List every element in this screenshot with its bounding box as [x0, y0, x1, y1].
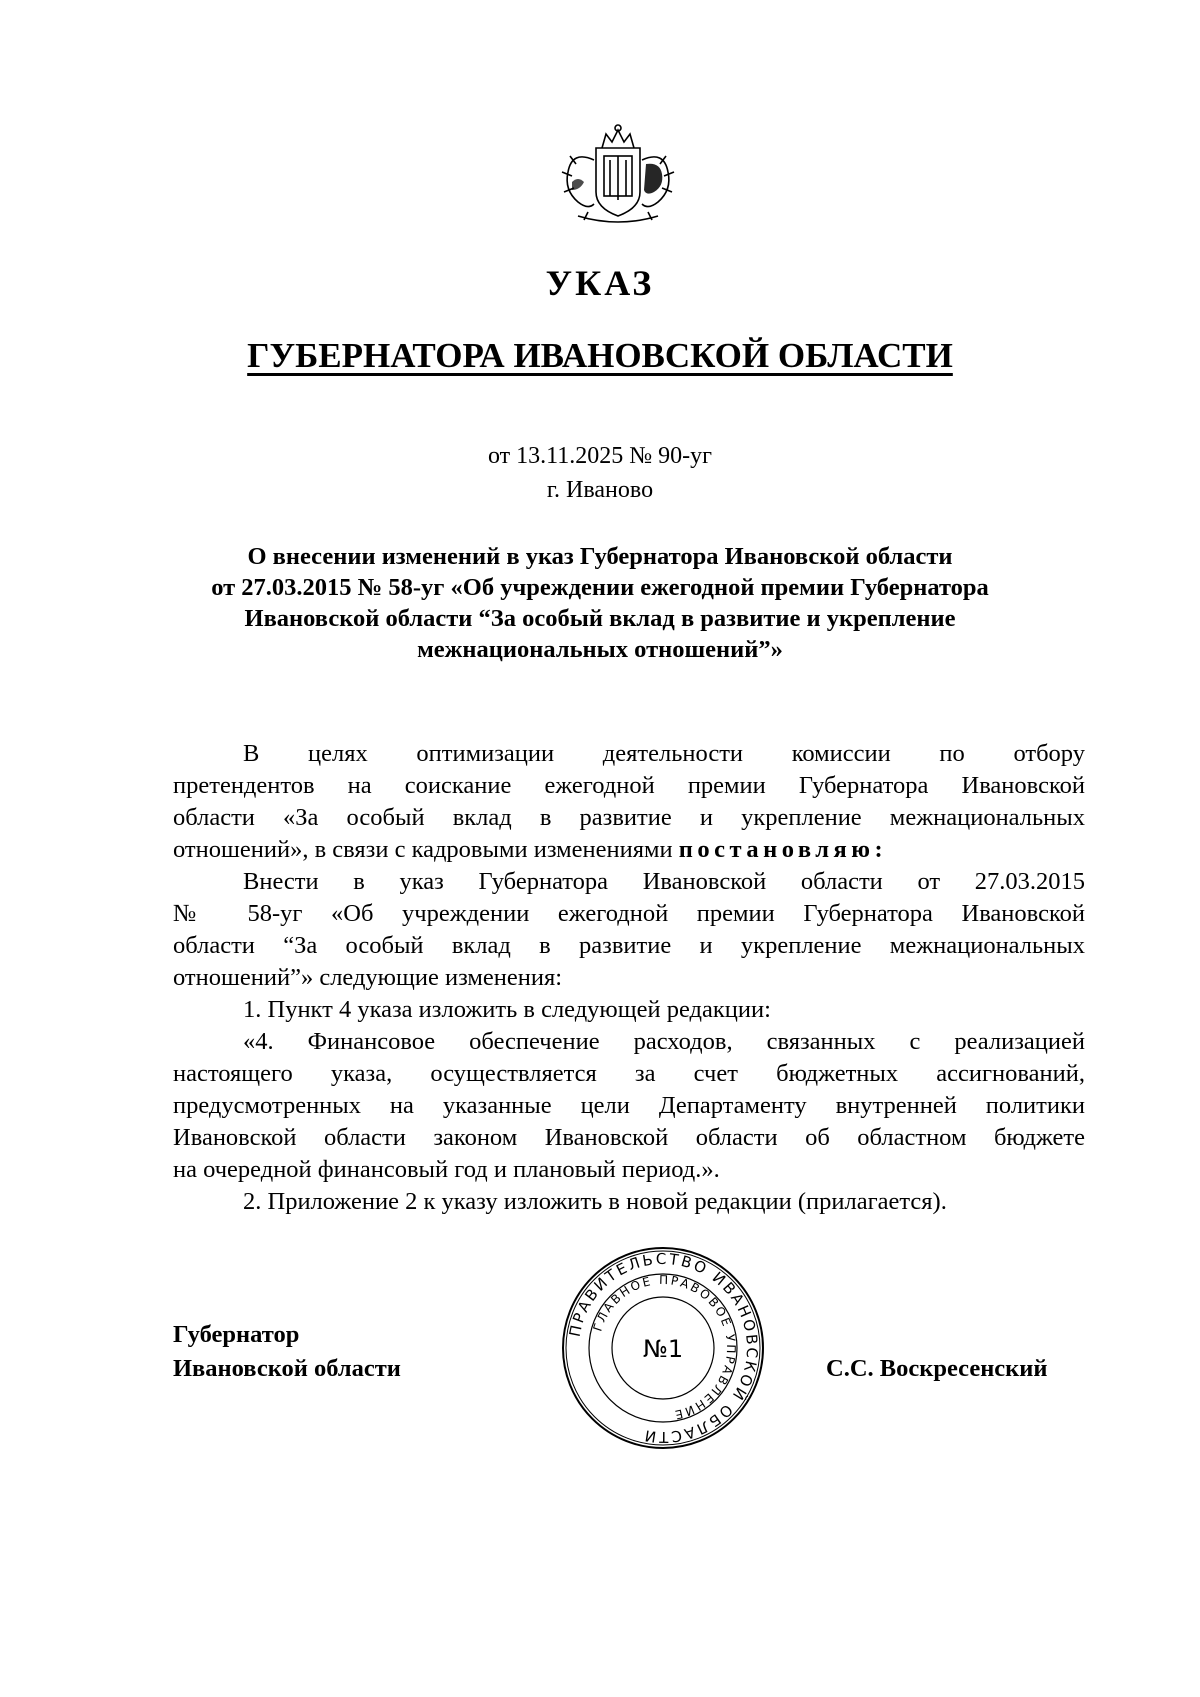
decree-date-number: от 13.11.2025 № 90-уг — [487, 443, 712, 469]
quote-line: «4. Финансовое обеспечение расходов, связанных с реализацией — [243, 1028, 1085, 1055]
quote-line: настоящего указа, осуществляется за счет бюджетных ассигнований, — [173, 1060, 1085, 1087]
decree-subject — [150, 541, 1050, 665]
seal-inner-text: ГЛАВНОЕ ПРАВОВОЕ УПРАВЛЕНИЕ — [590, 1272, 739, 1423]
decree-city: г. Иваново — [546, 477, 654, 503]
decree-title: УКАЗ — [545, 263, 655, 303]
body-line: претендентов на соискание ежегодной премии Губернатора Ивановской — [173, 772, 1085, 799]
body-item-2: 2. Приложение 2 к указу изложить в новой редакции (прилагается). — [243, 1188, 947, 1215]
position-line: Губернатор — [173, 1321, 300, 1348]
quote-line: на очередной финансовый год и плановый период.». — [173, 1156, 720, 1183]
official-seal-icon — [560, 1245, 766, 1451]
body-line: № 58-уг «Об учреждении ежегодной премии Губернатора Ивановской — [173, 900, 1085, 927]
position-line: Ивановской области — [173, 1355, 401, 1382]
body-line: отношений», в связи с кадровыми изменениями постановляю: — [173, 836, 888, 863]
body-item-1: 1. Пункт 4 указа изложить в следующей редакции: — [243, 996, 771, 1023]
quote-line: предусмотренных на указанные цели Департаменту внутренней политики — [173, 1092, 1085, 1119]
signature-position — [173, 1318, 401, 1386]
body-line: В целях оптимизации деятельности комиссии по отбору — [243, 740, 1085, 767]
subject-line: Ивановской области “За особый вклад в развитие и укрепление — [244, 605, 956, 632]
body-line: области “За особый вклад в развитие и укрепление межнациональных — [173, 932, 1085, 959]
subject-line: межнациональных отношений”» — [417, 636, 783, 663]
decree-resolution: постановляю: — [678, 836, 888, 863]
quote-line: Ивановской области законом Ивановской области об областном бюджете — [173, 1124, 1085, 1151]
decree-issuer: ГУБЕРНАТОРА ИВАНОВСКОЙ ОБЛАСТИ — [247, 336, 953, 375]
seal-outer-text: ПРАВИТЕЛЬСТВО ИВАНОВСКОЙ ОБЛАСТИ — [565, 1249, 762, 1447]
signature-name: С.С. Воскресенский — [826, 1355, 1048, 1382]
coat-of-arms-icon — [548, 120, 688, 230]
body-line: Внести в указ Губернатора Ивановской области от 27.03.2015 — [243, 868, 1085, 895]
body-line: отношений”» следующие изменения: — [173, 964, 563, 991]
body-line: области «За особый вклад в развитие и укрепление межнациональных — [173, 804, 1085, 831]
seal-number: №1 — [642, 1335, 684, 1363]
subject-line: О внесении изменений в указ Губернатора Ивановской области — [247, 543, 953, 570]
subject-line: от 27.03.2015 № 58-уг «Об учреждении ежегодной премии Губернатора — [211, 574, 989, 601]
decree-body — [173, 738, 1085, 1218]
